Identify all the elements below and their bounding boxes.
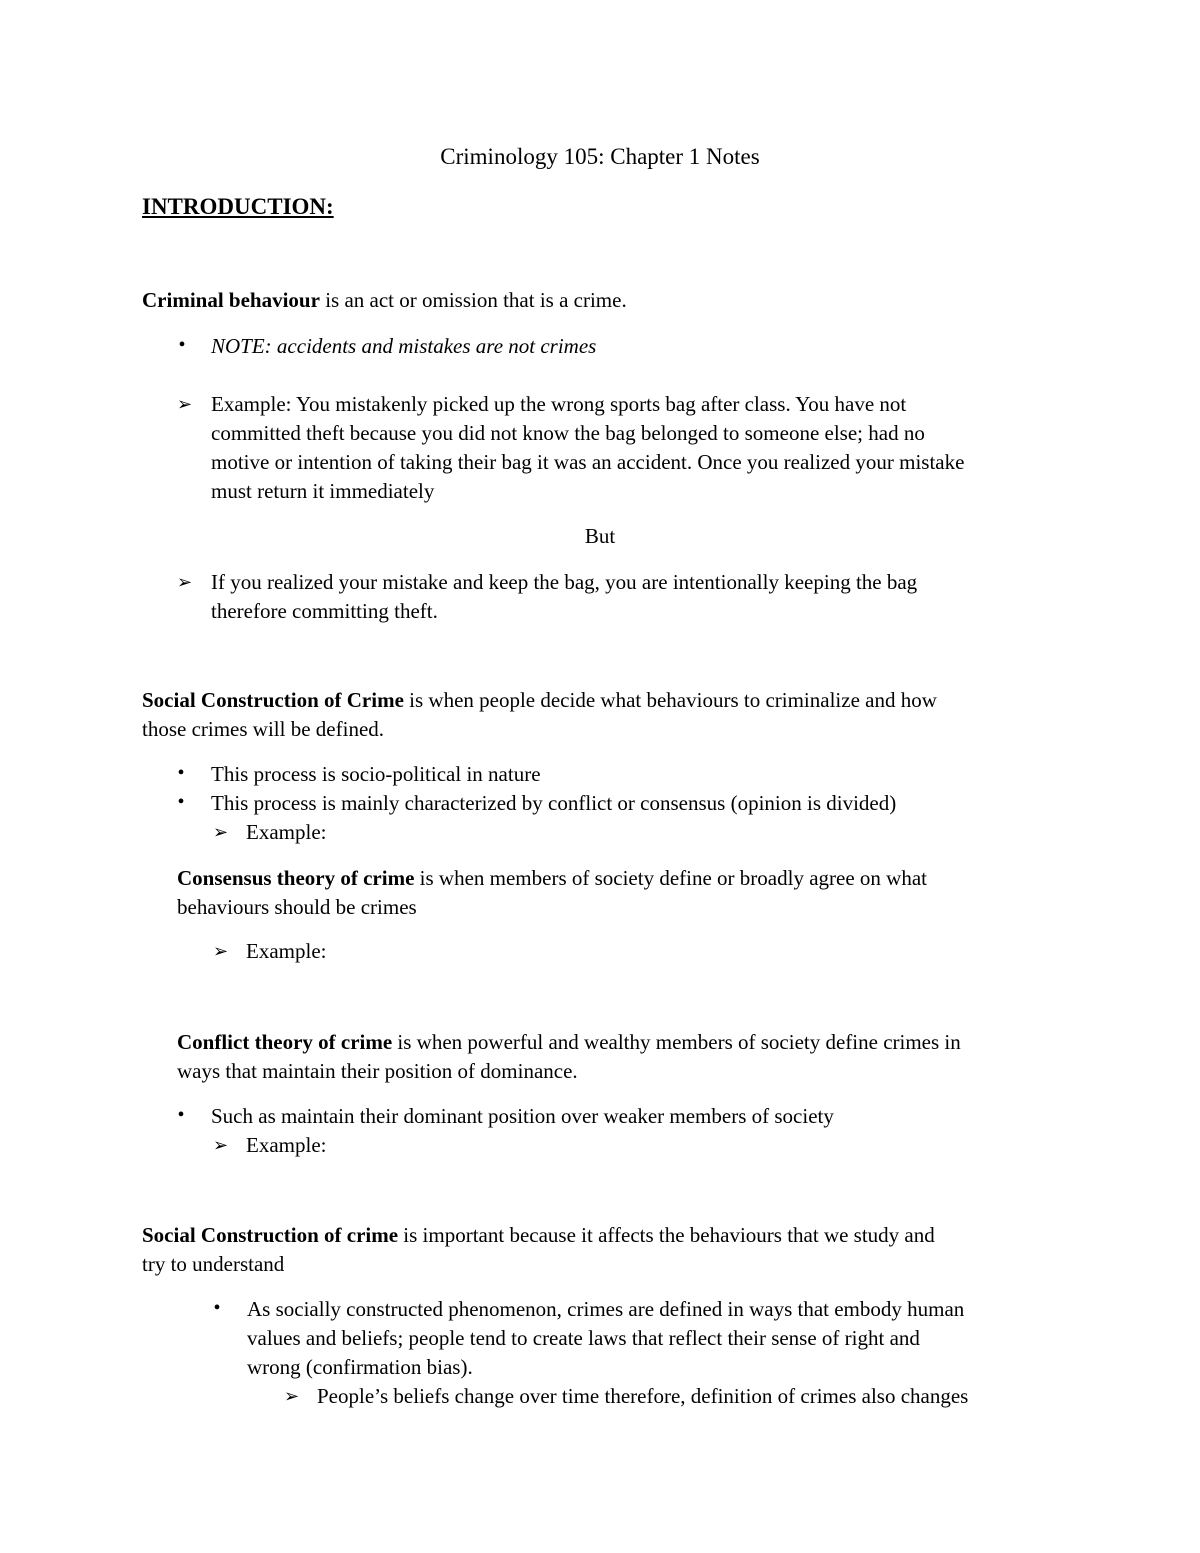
sub-list-item: People’s beliefs change over time therefore, definition of crimes also changes — [317, 1384, 969, 1408]
bullet-icon: • — [177, 791, 185, 813]
bullet-icon: • — [177, 762, 185, 784]
arrow-bullet-icon: ➢ — [284, 1386, 300, 1406]
bullet-icon: • — [178, 334, 186, 356]
list-item-line-3: wrong (confirmation bias). — [247, 1355, 473, 1379]
term-social-construction-importance: Social Construction of crime — [142, 1223, 399, 1247]
bullet-icon: • — [213, 1297, 221, 1319]
definition-text: is when powerful and wealthy members of society define crimes in — [392, 1030, 961, 1054]
arrow-bullet-icon: ➢ — [213, 822, 229, 842]
social-construction-definition — [142, 688, 937, 713]
list-item-line-1: As socially constructed phenomenon, crimes are defined in ways that embody human — [247, 1297, 965, 1321]
example-line-3: motive or intention of taking their bag it was an accident. Once you realized your mistake — [211, 450, 965, 474]
example-label: Example: — [246, 820, 327, 844]
example-label: Example: — [246, 1133, 327, 1157]
list-item-line-2: values and beliefs; people tend to create laws that reflect their sense of right and — [247, 1326, 920, 1350]
document-title: Criminology 105: Chapter 1 Notes — [440, 144, 760, 169]
arrow-bullet-icon: ➢ — [177, 394, 193, 414]
definition-text: is when members of society define or broadly agree on what — [414, 866, 927, 890]
if-line-2: therefore committing theft. — [211, 599, 438, 623]
term-conflict-theory: Conflict theory of crime — [177, 1030, 393, 1054]
arrow-bullet-icon: ➢ — [213, 941, 229, 961]
term-social-construction: Social Construction of Crime — [142, 688, 404, 712]
definition-text: is an act or omission that is a crime. — [319, 288, 627, 312]
if-line-1: If you realized your mistake and keep the bag, you are intentionally keeping the bag — [211, 570, 918, 594]
list-item: This process is mainly characterized by conflict or consensus (opinion is divided) — [211, 791, 897, 815]
but-text: But — [584, 524, 616, 548]
example-line-2: committed theft because you did not know the bag belonged to someone else; had no — [211, 421, 925, 445]
list-item: This process is socio-political in nature — [211, 762, 541, 786]
list-item: Such as maintain their dominant position over weaker members of society — [211, 1104, 834, 1128]
section-heading: INTRODUCTION: — [142, 194, 334, 219]
example-label: Example: — [246, 939, 327, 963]
arrow-bullet-icon: ➢ — [213, 1135, 229, 1155]
definition-text: is important because it affects the behaviours that we study and — [398, 1223, 935, 1247]
term-consensus-theory: Consensus theory of crime — [177, 866, 415, 890]
importance-definition — [142, 1223, 935, 1248]
conflict-theory-definition-cont: ways that maintain their position of dominance. — [177, 1059, 578, 1083]
arrow-bullet-icon: ➢ — [177, 572, 193, 592]
importance-definition-cont: try to understand — [142, 1252, 285, 1276]
consensus-theory-definition-cont: behaviours should be crimes — [177, 895, 417, 919]
bullet-icon: • — [177, 1104, 185, 1126]
example-line-4: must return it immediately — [211, 479, 435, 503]
example-line-1: Example: You mistakenly picked up the wrong sports bag after class. You have not — [211, 392, 907, 416]
term-criminal-behaviour: Criminal behaviour — [142, 288, 320, 312]
consensus-theory-definition — [177, 866, 927, 891]
criminal-behaviour-definition — [142, 288, 627, 313]
note-item: NOTE: accidents and mistakes are not crimes — [211, 334, 597, 358]
definition-text: is when people decide what behaviours to criminalize and how — [403, 688, 937, 712]
social-construction-definition-cont: those crimes will be defined. — [142, 717, 385, 741]
conflict-theory-definition — [177, 1030, 961, 1055]
